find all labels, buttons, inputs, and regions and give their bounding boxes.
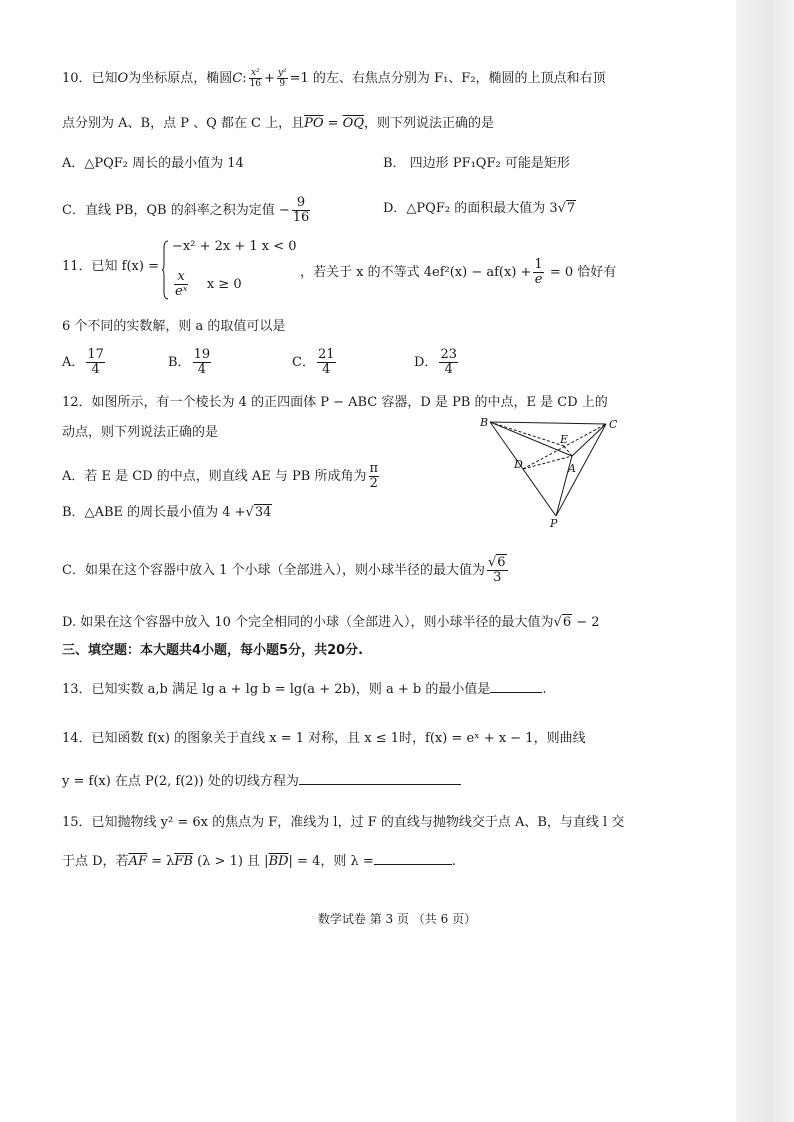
q10-origin: O (117, 71, 129, 86)
label-a: A (568, 462, 576, 475)
q15-vector-bd: $\overline{BD}$ (268, 854, 289, 869)
q10-ellipse-name: C (232, 71, 243, 86)
q11-option-b: B． $\frac{19}{4}$ (168, 347, 211, 377)
q11-case1: −x² + 2x + 1 x < 0 (172, 239, 297, 254)
label-b: B (480, 416, 489, 429)
segment-da (523, 456, 572, 469)
label-p: P (550, 517, 558, 530)
q10-line2-a: 点分别为 A、B，点 P 、Q 都在 C 上，且 (62, 116, 305, 131)
q10-vector-po: $\overline{PO}$ (304, 116, 324, 131)
q10-line2 (62, 115, 494, 133)
q11-option-d: D． $\frac{23}{4}$ (414, 347, 457, 377)
q11-brace (162, 240, 169, 300)
q10-equals: = (323, 116, 343, 131)
q15-answer-blank (374, 852, 452, 865)
edge-bc (490, 422, 606, 424)
q10-frac-y: $\frac{\text{y²}}{9}$ (277, 68, 287, 89)
q12-option-c: C．如果在这个容器中放入 1 个小球（全部进入），则小球半径的最大值为 $\frac{√6}{3}$ (62, 555, 506, 585)
q11-case2: $\frac{x}{\text{eˣ}}$ x ≥ 0 (175, 269, 242, 299)
q10-option-a: A．△PQF₂ 周长的最小值为 14 (62, 156, 244, 171)
q15-line2: 于点 D，若$\overline{AF} = \lambda\overline{FB}$ (λ > 1) 且 $|\overline{BD}| = 4$，则 λ = . (62, 854, 456, 869)
q12-option-a: A．若 E 是 CD 的中点，则直线 AE 与 PB 所成角为 $\frac{\pi}{2}$ (62, 461, 379, 491)
q11-line2: 6 个不同的实数解，则 a 的取值可以是 (62, 319, 286, 334)
q11-label: 11．已知 f(x) = (62, 259, 159, 274)
label-e: E (560, 433, 569, 446)
q10-option-d: D．△PQF₂ 的面积最大值为 3√7 (383, 201, 576, 216)
q11-case2-fraction: $\frac{x}{\text{eˣ}}$ (175, 269, 188, 299)
q12-option-d: D. 如果在这个容器中放入 10 个完全相同的小球（全部进入），则小球半径的最大值为√6 − 2 (62, 615, 600, 630)
tetrahedron-figure (476, 412, 626, 530)
q10-text-c: =1 的左、右焦点分别为 F₁、F₂，椭圆的上顶点和右顶 (289, 71, 606, 86)
q10-d-radicand: 7 (566, 201, 576, 216)
q14-line1: 14．已知函数 f(x) 的图象关于直线 x = 1 对称，且 x ≤ 1时，f(x) = eˣ + x − 1，则曲线 (62, 731, 586, 746)
q10-line1: 10．已知O为坐标原点，椭圆C: $\frac{\text{x²}}{16}$ + $\frac{\text{y²}}{9}$ =1 的左、右焦点分别为 F₁、F₂，椭圆的上顶点和右顶 (62, 68, 606, 89)
q14-line2: y = f(x) 在点 P(2, f(2)) 处的切线方程为 (62, 772, 461, 791)
q11-tail-fraction: $\frac{1}{e}$ (534, 257, 543, 287)
q12-line1: 12．如图所示，有一个棱长为 4 的正四面体 P − ABC 容器，D 是 PB 的中点，E 是 CD 上的 (62, 395, 608, 410)
label-d: D (514, 458, 523, 471)
section-three-heading: 三、填空题：本大题共4小题，每小题5分，共20分. (62, 643, 364, 658)
q10-c-fraction: $\frac{9}{16}$ (292, 195, 310, 225)
q11-inequality: ，若关于 x 的不等式 4ef²(x) − af(x) + $\frac{1}{e}$ = 0 恰好有 (300, 257, 617, 287)
q10-frac-x: $\frac{\text{x²}}{16}$ (249, 68, 262, 89)
page-footer: 数学试卷 第 3 页 （共 6 页） (317, 912, 477, 926)
q10-text-b: 为坐标原点，椭圆 (128, 71, 233, 86)
segment-be (490, 422, 564, 446)
q10-line2-b: ，则下列说法正确的是 (364, 116, 495, 131)
q12-d-radicand: 6 (562, 615, 572, 630)
q13-answer-blank (490, 680, 542, 693)
q10-vector-oq: $\overline{OQ}$ (342, 116, 364, 131)
q15-vector-af: $\overline{AF}$ (128, 854, 147, 869)
q15-line1: 15．已知抛物线 y² = 6x 的焦点为 F，准线为 l，过 F 的直线与抛物线交于点 A、B，与直线 l 交 (62, 815, 625, 830)
q11-option-c: C． $\frac{21}{4}$ (292, 347, 335, 377)
q10-option-b: B． 四边形 PF₁QF₂ 可能是矩形 (383, 156, 570, 171)
q11-option-a: A． $\frac{17}{4}$ (62, 347, 104, 377)
q14-answer-blank (299, 772, 461, 785)
q12-line2: 动点，则下列说法正确的是 (62, 425, 219, 440)
page-edge-shadow (736, 0, 794, 1122)
q12-b-radicand: 34 (254, 505, 272, 520)
q15-vector-fb: $\overline{FB}$ (174, 854, 193, 869)
q10-option-c: C．直线 PB，QB 的斜率之积为定值 − $\frac{9}{16}$ (62, 195, 310, 225)
q10-text: 10．已知 (62, 71, 118, 86)
q13-line: 13．已知实数 a,b 满足 lg a + lg b = lg(a + 2b)，则 a + b 的最小值是 . (62, 682, 547, 697)
label-c: C (609, 418, 618, 431)
q12-option-b: B．△ABE 的周长最小值为 4 +√34 (62, 505, 272, 520)
